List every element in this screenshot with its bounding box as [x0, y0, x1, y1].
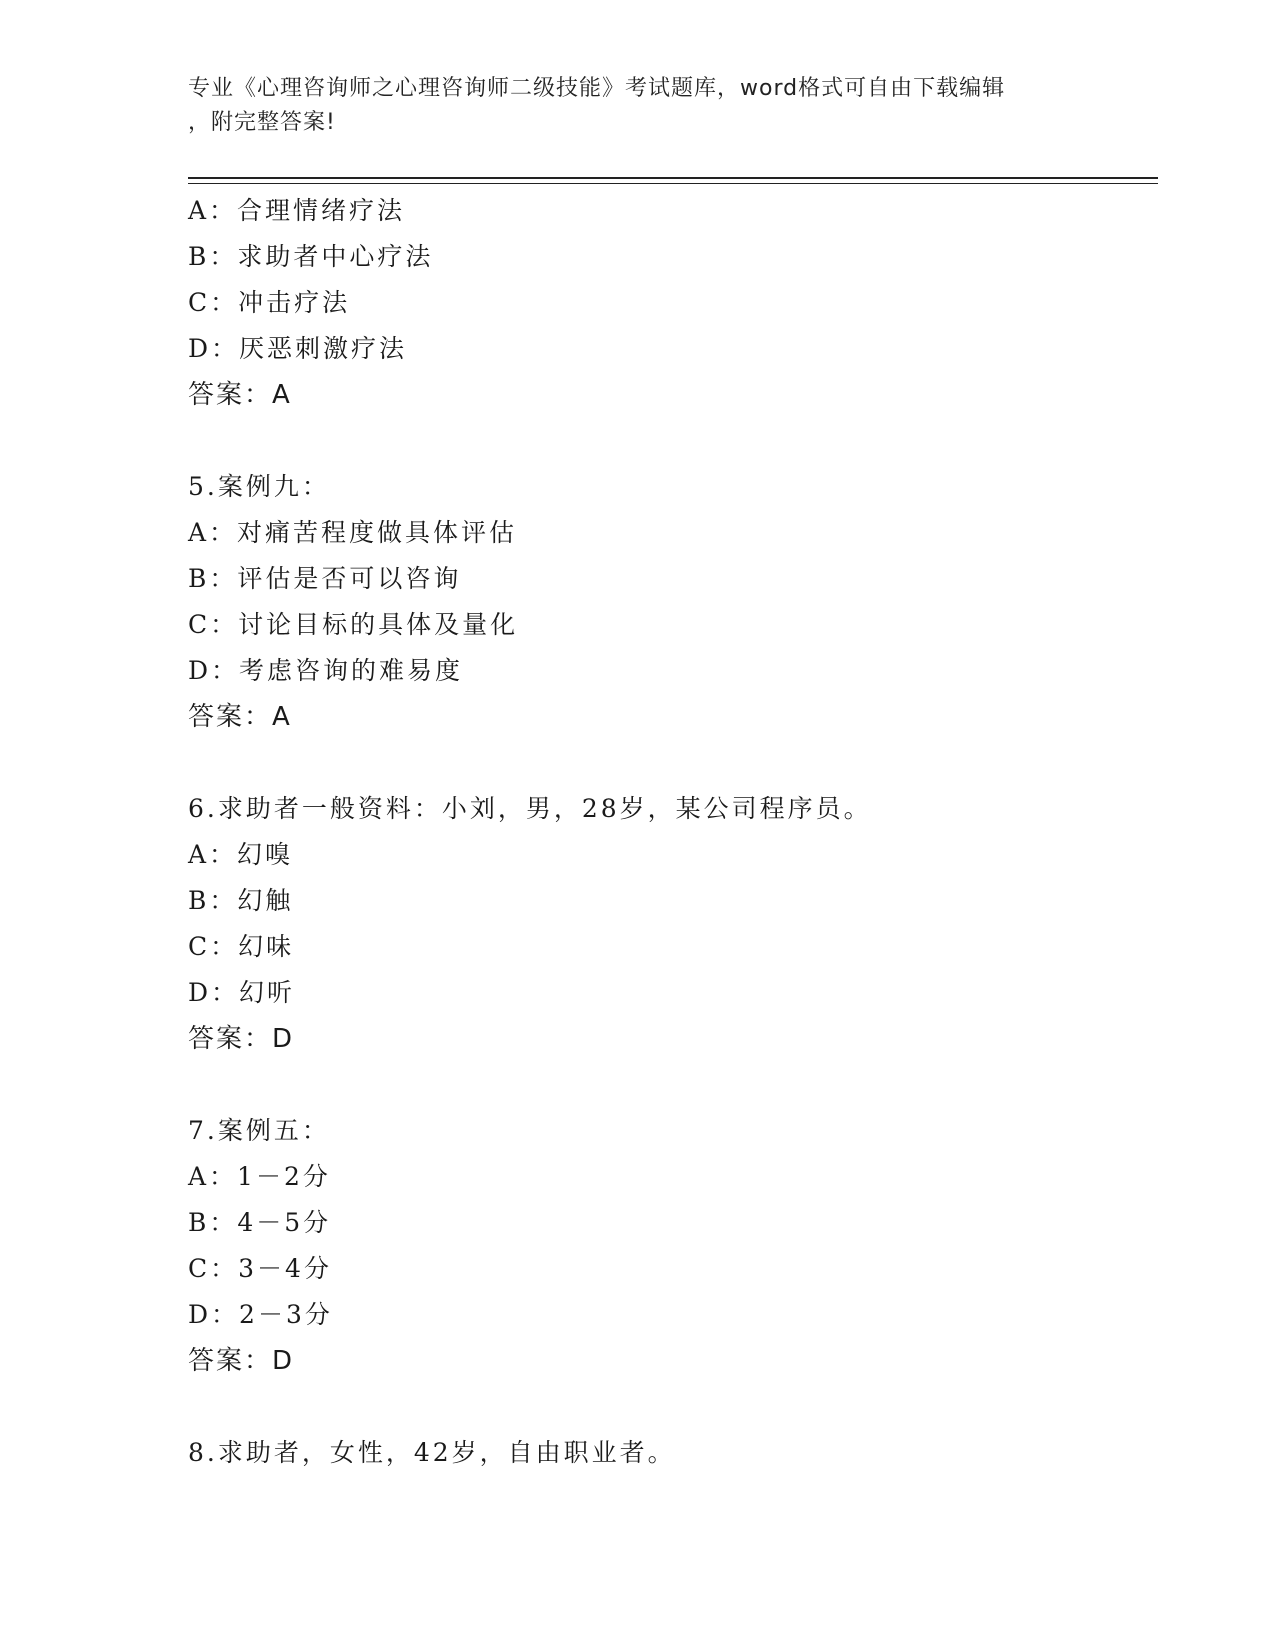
option-a: A：幻嗅: [188, 840, 294, 869]
option-d: D：考虑咨询的难易度: [188, 656, 464, 685]
option-a: A：1－2分: [188, 1162, 331, 1191]
header-title-line: 专业《心理咨询师之心理咨询师二级技能》考试题库，word格式可自由下载编辑: [188, 76, 1006, 101]
option-a: A：对痛苦程度做具体评估: [188, 518, 518, 547]
option-d: D：2－3分: [188, 1300, 333, 1329]
question-block-8: [188, 1430, 1148, 1476]
block-spacer: [188, 418, 1148, 464]
document-header: [188, 72, 1068, 140]
answer-line: 答案：A: [188, 702, 292, 732]
block-spacer: [188, 1384, 1148, 1430]
question-stem: 5.案例九：: [188, 472, 330, 501]
option-b: B：求助者中心疗法: [188, 242, 434, 271]
answer-line: 答案：A: [188, 380, 292, 410]
answer-line: 答案：D: [188, 1024, 295, 1054]
header-title-continuation: ，附完整答案!: [188, 110, 336, 135]
question-block-continued: [188, 188, 1148, 418]
option-d: D：厌恶刺激疗法: [188, 334, 408, 363]
question-stem: 8.求助者，女性，42岁，自由职业者。: [188, 1438, 676, 1467]
question-block-5: [188, 464, 1148, 740]
option-b: B：评估是否可以咨询: [188, 564, 462, 593]
block-spacer: [188, 1062, 1148, 1108]
option-c: C：3－4分: [188, 1254, 332, 1283]
option-b: B：4－5分: [188, 1208, 332, 1237]
option-c: C：讨论目标的具体及量化: [188, 610, 519, 639]
option-d: D：幻听: [188, 978, 296, 1007]
question-stem: 6.求助者一般资料：小刘，男，28岁，某公司程序员。: [188, 794, 872, 823]
block-spacer: [188, 740, 1148, 786]
option-c: C：冲击疗法: [188, 288, 351, 317]
question-stem: 7.案例五：: [188, 1116, 330, 1145]
question-list: [188, 188, 1148, 1476]
answer-line: 答案：D: [188, 1346, 295, 1376]
option-c: C：幻味: [188, 932, 295, 961]
option-a: A：合理情绪疗法: [188, 196, 406, 225]
question-block-6: [188, 786, 1148, 1062]
option-b: B：幻触: [188, 886, 294, 915]
question-block-7: [188, 1108, 1148, 1384]
header-rule-thick: [188, 177, 1158, 179]
header-rule-thin: [188, 183, 1158, 184]
